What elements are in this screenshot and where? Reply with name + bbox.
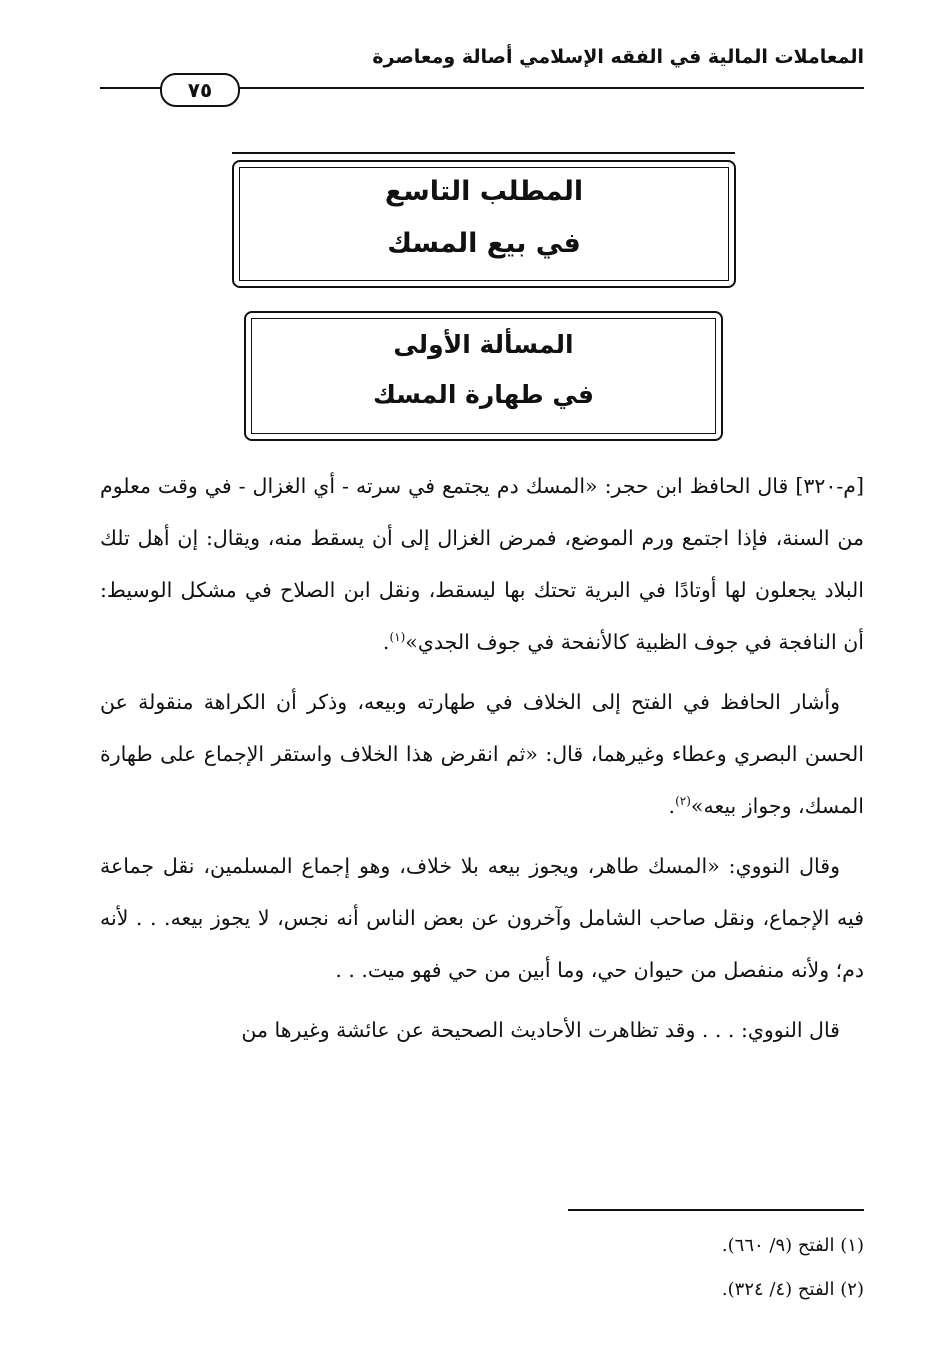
issue-heading-box — [244, 311, 723, 441]
issue-heading-title: المسألة الأولى — [393, 330, 574, 359]
section-heading-subtitle: في بيع المسك — [387, 228, 581, 259]
footnote-ref: (١) — [389, 630, 406, 645]
heading-top-rule — [232, 152, 735, 154]
paragraph — [100, 676, 864, 832]
paragraph-end: . — [668, 794, 676, 818]
section-heading-title: المطلب التاسع — [384, 176, 584, 207]
paragraph — [100, 840, 864, 996]
paragraph-end: . — [382, 630, 390, 654]
footnote-item: (١) الفتح (٩/ ٦٦٠). — [721, 1235, 864, 1256]
page-number: ٧٥ — [160, 73, 240, 107]
paragraph-text: وأشار الحافظ في الفتح إلى الخلاف في طهارته وبيعه، وذكر أن الكراهة منقولة عن الحسن البصري وعطاء وغيرهما، قال: «ثم انقرض هذا الخلاف واستقر الإجماع على طهارة المسك، وجواز بيعه» — [100, 690, 864, 818]
issue-heading-subtitle: في طهارة المسك — [372, 380, 595, 409]
paragraph — [100, 1004, 864, 1056]
footnote-rule — [568, 1209, 864, 1211]
footnote-ref: (٢) — [675, 794, 691, 809]
running-title: المعاملات المالية في الفقه الإسلامي أصالة ومعاصرة — [372, 46, 864, 68]
paragraph-text: وقال النووي: «المسك طاهر، ويجوز بيعه بلا خلاف، وهو إجماع المسلمين، نقل جماعة فيه الإجماع، ونقل صاحب الشامل وآخرون عن بعض الناس أنه نجس، لا يجوز بيعه. . . لأنه دم؛ ولأنه منفصل من حيوان حي، وما أبين من حي فهو ميت. . . — [100, 854, 864, 982]
section-heading-box — [232, 160, 736, 288]
footnote-item: (٢) الفتح (٤/ ٣٢٤). — [721, 1279, 864, 1300]
paragraph-text: [م-٣٢٠] قال الحافظ ابن حجر: «المسك دم يجتمع في سرته - أي الغزال - في وقت معلوم من السنة، فإذا اجتمع ورم الموضع، فمرض الغزال إلى أن يسقط منه، ويقال: إن أهل تلك البلاد يجعلون لها أوتادًا في البرية تحتك بها ليسقط، ونقل ابن الصلاح في مشكل الوسيط: أن النافجة في جوف الظبية كالأنفحة في جوف الجدي» — [100, 474, 864, 654]
footnotes — [364, 1224, 864, 1312]
body-text — [100, 460, 864, 1056]
paragraph-text: قال النووي: . . . وقد تظاهرت الأحاديث الصحيحة عن عائشة وغيرها من — [241, 1018, 840, 1042]
paragraph — [100, 460, 864, 668]
